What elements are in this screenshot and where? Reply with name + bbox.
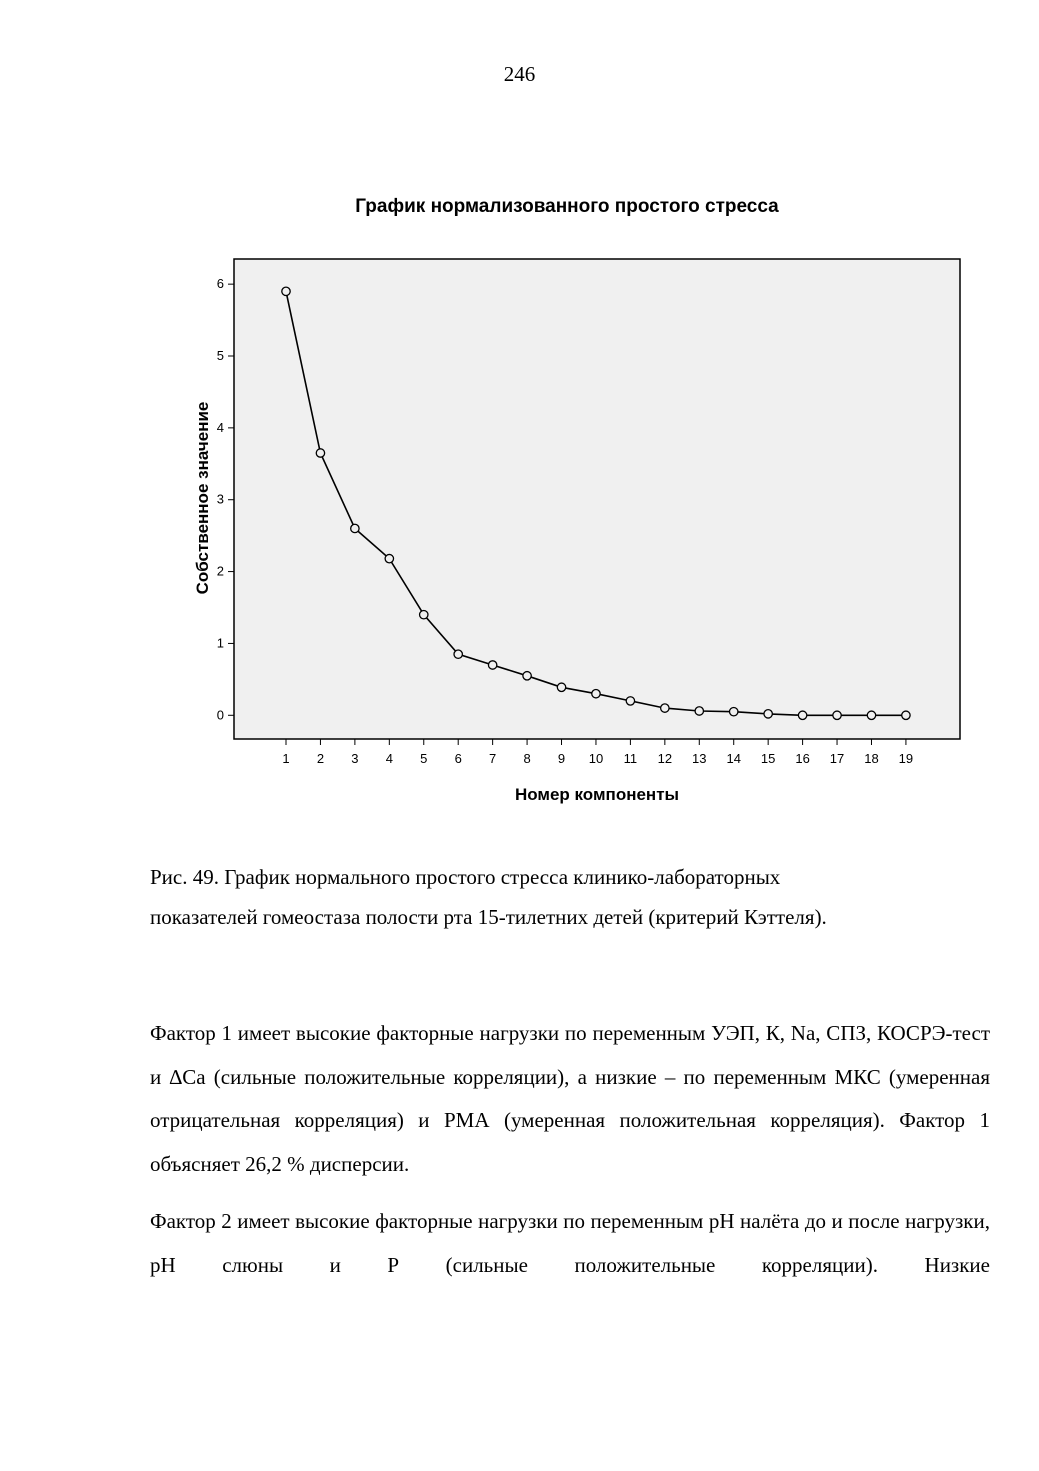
y-tick-label: 3 (216, 491, 224, 507)
x-tick-label: 6 (454, 751, 462, 766)
caption-line-2: показателей гомеостаза полости рта 15-тилетних детей (критерий Кэттеля). (150, 905, 827, 929)
data-point (454, 650, 462, 658)
data-point (833, 711, 841, 719)
data-point (695, 707, 703, 715)
data-point (488, 661, 496, 669)
x-tick-label: 12 (657, 751, 673, 766)
data-point (661, 704, 669, 712)
x-tick-label: 18 (864, 751, 879, 766)
data-point (316, 449, 324, 457)
y-tick-label: 5 (216, 348, 224, 364)
x-tick-label: 2 (316, 751, 325, 766)
data-point (385, 554, 393, 562)
data-point (626, 697, 634, 705)
x-tick-label: 3 (351, 751, 359, 766)
x-tick-label: 7 (489, 751, 497, 766)
y-tick-label: 4 (216, 419, 224, 435)
y-tick-label: 6 (216, 276, 224, 292)
x-axis-label: Номер компоненты (514, 785, 680, 804)
chart-title: График нормализованного простого стресса (355, 196, 779, 217)
data-point (764, 710, 772, 718)
data-point (420, 610, 428, 618)
x-tick-label: 8 (523, 751, 531, 766)
y-tick-label: 0 (216, 707, 224, 723)
scree-plot-svg (180, 180, 980, 810)
x-tick-label: 17 (829, 751, 845, 766)
paragraph-factor-1: Фактор 1 имеет высокие факторные нагрузки по переменным УЭП, К, Na, СПЗ, КОСРЭ-тест и ∆Са (сильные положительные корреляции), а низкие – по переменным МКС (умеренная отрицательная корреляция) и РМА (умеренная положительная корреляция). Фактор 1 объясняет 26,2 % дисперсии. (150, 1021, 990, 1176)
data-point (523, 672, 531, 680)
x-tick-label: 19 (898, 751, 914, 766)
x-tick-label: 13 (692, 751, 707, 766)
page-number: 246 (503, 62, 536, 86)
x-tick-label: 10 (588, 751, 604, 766)
plot-area (234, 259, 960, 739)
y-tick-label: 1 (216, 635, 224, 651)
data-point (730, 707, 738, 715)
x-tick-label: 4 (385, 751, 393, 766)
x-tick-label: 9 (557, 751, 566, 766)
x-tick-label: 16 (795, 751, 810, 766)
y-axis-label: Собственное значение (193, 401, 212, 595)
x-tick-label: 11 (623, 751, 638, 766)
data-point (902, 711, 910, 719)
data-point (867, 711, 875, 719)
x-tick-label: 1 (282, 751, 290, 766)
paragraph-factor-2: Фактор 2 имеет высокие факторные нагрузки по переменным рН налёта до и после нагрузки, рН слюны и Р (сильные положительные корреляции). Низкие (150, 1209, 990, 1277)
data-point (282, 287, 290, 295)
data-point (351, 524, 359, 532)
y-axis (217, 276, 234, 722)
x-tick-label: 5 (420, 751, 428, 766)
x-tick-label: 14 (726, 751, 741, 766)
data-point (557, 683, 565, 691)
figure-caption (150, 857, 990, 937)
x-axis (282, 739, 913, 766)
data-point (798, 711, 806, 719)
x-tick-label: 15 (760, 751, 776, 766)
data-point (592, 690, 600, 698)
y-tick-label: 2 (216, 563, 224, 579)
scree-plot (180, 180, 980, 810)
caption-line-1: Рис. 49. График нормального простого стресса клинико-лабораторных (150, 865, 781, 889)
